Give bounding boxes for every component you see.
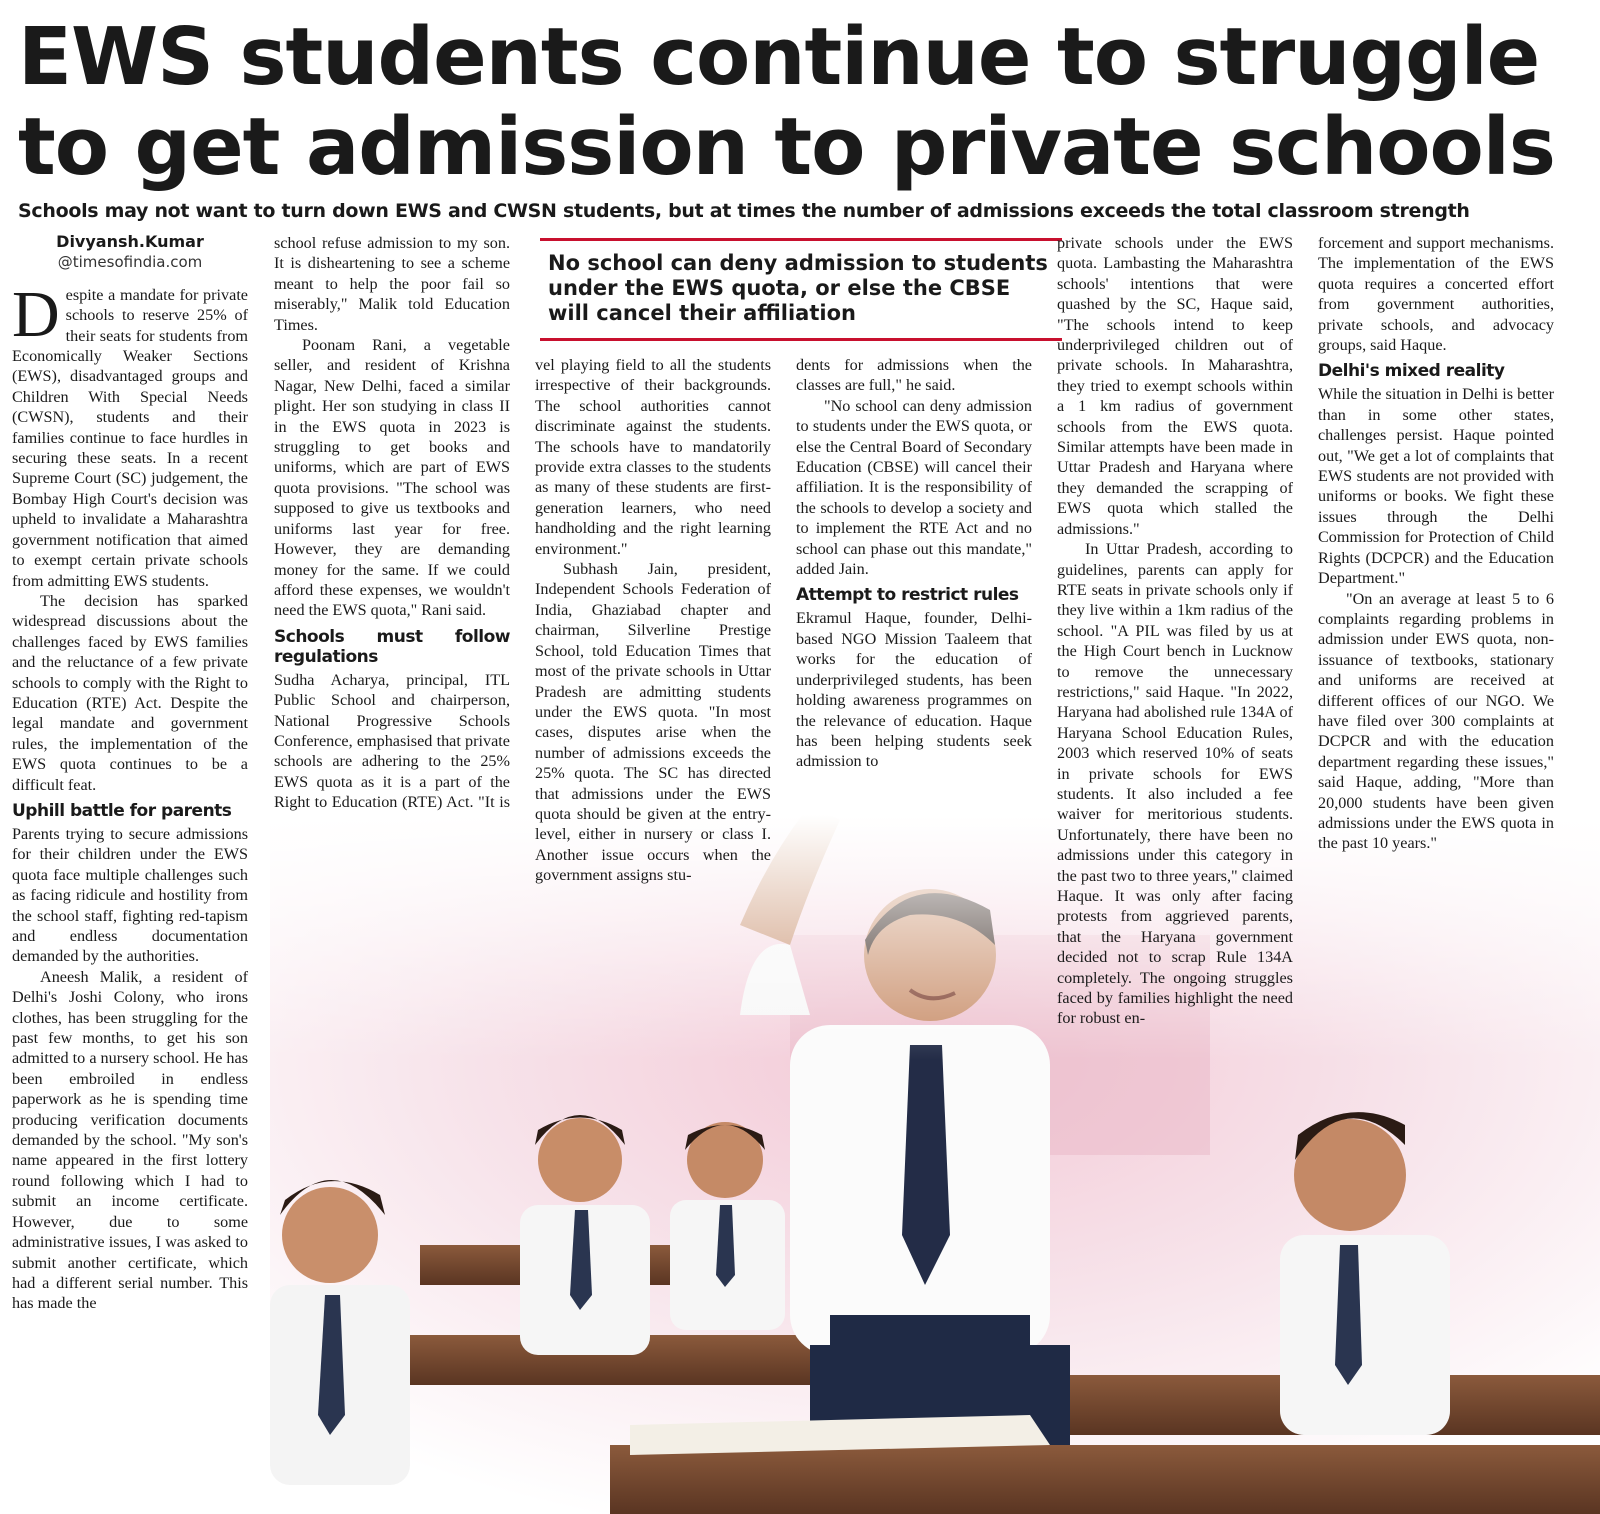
paragraph: Parents trying to secure admissions for their children under the EWS quota face multiple challenges such as facing ridicule and hostility from the school staff, fighting red-tapism and endless documentation demanded by the authorities. bbox=[12, 824, 248, 966]
paragraph: Aneesh Malik, a resident of Delhi's Joshi Colony, who irons clothes, has been struggling for the past few months, to get his son admitted to a nursery school. He has been embroiled in endless paperwork as he is spending time producing verification documents demanded by the school. "My son's name appeared in the first lottery round following which I had to submit an income certificate. However, due to some administrative issues, I was asked to submit another certificate, which had a different serial number. This has made the bbox=[12, 967, 249, 1313]
lead-text: espite a mandate for private schools to reserve 25% of their seats for students from Economically Weaker Sections (EWS), disadvantaged groups and Children With Special Needs (CWSN), students and their families continue to face hurdles in securing these seats. In a recent Supreme Court (SC) judgement, the Bombay High Court's decision was upheld to invalidate a Maharashtra government notification that aimed to exempt certain private schools from admitting EWS students. bbox=[12, 285, 248, 590]
paragraph: Sudha Acharya, principal, ITL Public School and chairperson, National Progressive Schools Conference, emphasised that private schools are adhering to the 25% EWS quota as it is a part of the Right to Education (RTE) Act. "It is bbox=[274, 670, 510, 812]
headline-line-2: to get admission to private schools bbox=[18, 101, 1555, 193]
column-6 bbox=[1318, 233, 1554, 854]
paragraph: vel playing field to all the students irrespective of their backgrounds. The school authorities cannot discriminate against the students. The schools have to mandatorily provide extra classes to the students as many of these students are first-generation learners, who need handholding and the right learning environment." bbox=[535, 356, 771, 558]
byline bbox=[12, 232, 248, 273]
paragraph: school refuse admission to my son. It is disheartening to see a scheme meant to help the poor fail so miserably," Malik told Education Times. bbox=[274, 234, 510, 334]
paragraph: Ekramul Haque, founder, Delhi-based NGO Mission Taaleem that works for the education of underprivileged students, has been holding awareness programmes on the relevance of education. Haque has been helping students seek admission to bbox=[796, 609, 1032, 771]
subheadline: Schools may not want to turn down EWS and CWSN students, but at times the number of admissions exceeds the total classroom strength bbox=[18, 200, 1470, 222]
column-3 bbox=[535, 355, 771, 886]
lead-paragraph bbox=[12, 277, 248, 591]
paragraph: While the situation in Delhi is better than in some other states, challenges persist. Haque pointed out, "We get a lot of complaints that EWS students are not provided with uniforms or books. We fight these issues through the Delhi Commission for Protection of Child Rights (DCPCR) and the Education Department." bbox=[1318, 385, 1554, 588]
byline-name: Divyansh.Kumar bbox=[56, 232, 204, 251]
column-1 bbox=[12, 232, 248, 1314]
drop-cap: D bbox=[12, 277, 60, 351]
column-4 bbox=[796, 355, 1032, 772]
paragraph: In Uttar Pradesh, according to guidelines, parents can apply for RTE seats in private schools only if they live within a 1km radius of the school. "A PIL was filed by us at the High Court bench in Lucknow to remove the unnecessary restrictions," said Haque. "In 2022, Haryana had abolished rule 134A of Haryana School Education Rules, 2003 which reserved 10% of seats in private schools for EWS students. It also included a fee waiver for meritorious students. Unfortunately, there have been no admissions under this category in the past two to three years," claimed Haque. It was only after facing protests from aggrieved parents, that the Haryana government decided not to scrap Rule 134A completely. The ongoing struggles faced by families highlight the need for robust en- bbox=[1057, 540, 1293, 1028]
section-heading: Uphill battle for parents bbox=[12, 800, 232, 821]
paragraph: Subhash Jain, president, Independent Schools Federation of India, Ghaziabad chapter and chairman, Silverline Prestige School, told Education Times that most of the private schools in Uttar Pradesh are admitting students under the EWS quota. "In most cases, disputes arise when the number of admissions exceeds the 25% quota. The SC has directed that admissions under the EWS quota should be given at the entry-level, either in nursery or class I. Another issue occurs when the government assigns stu- bbox=[535, 560, 771, 885]
paragraph: dents for admissions when the classes are full," he said. bbox=[796, 356, 1032, 395]
headline bbox=[18, 12, 1582, 192]
byline-handle: @timesofindia.com bbox=[57, 253, 203, 272]
classroom-photo bbox=[270, 815, 1600, 1514]
classroom-illustration bbox=[270, 815, 1600, 1514]
pull-quote: No school can deny admission to students under the EWS quota, or else the CBSE will cancel their affiliation bbox=[540, 238, 1062, 341]
paragraph: The decision has sparked widespread discussions about the challenges faced by EWS families and the reluctance of a few private schools to comply with the Right to Education (RTE) Act. Despite the legal mandate and government rules, the implementation of the EWS quota continues to be a difficult feat. bbox=[12, 591, 248, 794]
section-heading: Attempt to restrict rules bbox=[796, 585, 1019, 606]
headline-line-1: EWS students continue to struggle bbox=[18, 11, 1540, 103]
paragraph: private schools under the EWS quota. Lambasting the Maharashtra schools' intentions that were quashed by the SC, Haque said, "The schools intend to keep underprivileged children out of private schools. In Maharashtra, they tried to exempt schools within a 1 km radius of government schools from the EWS quota. Similar attempts have been made in Uttar Pradesh and Haryana where they demanded the scrapping of EWS quota which stalled the admissions." bbox=[1057, 234, 1293, 538]
paragraph: Poonam Rani, a vegetable seller, and resident of Krishna Nagar, New Delhi, faced a similar plight. Her son studying in class II in the EWS quota in 2023 is struggling to get books and uniforms, which are part of EWS quota provisions. "The school was supposed to give us textbooks and uniforms last year for free. However, they are demanding money for the same. If we could afford these expenses, we wouldn't need the EWS quota," Rani said. bbox=[274, 336, 510, 620]
section-heading: Schools must follow regulations bbox=[274, 626, 510, 667]
paragraph: "On an average at least 5 to 6 complaints regarding problems in admission under EWS quota, non-issuance of textbooks, stationary and uniforms are received at different offices of our NGO. We have filed over 300 complaints at DCPCR and with the education department regarding these issues," said Haque, adding, "More than 20,000 students have been given admissions under the EWS quota in the past 10 years." bbox=[1318, 589, 1554, 853]
paragraph: forcement and support mechanisms. The implementation of the EWS quota requires a concerted effort from government authorities, private schools, and advocacy groups, said Haque. bbox=[1318, 234, 1554, 355]
section-heading: Delhi's mixed reality bbox=[1318, 361, 1505, 382]
paragraph: "No school can deny admission to students under the EWS quota, or else the Central Board of Secondary Education (CBSE) will cancel their affiliation. It is the responsibility of the schools to develop a society and to implement the RTE Act and no school can phase out this mandate," added Jain. bbox=[796, 396, 1032, 579]
column-5 bbox=[1057, 233, 1293, 1029]
